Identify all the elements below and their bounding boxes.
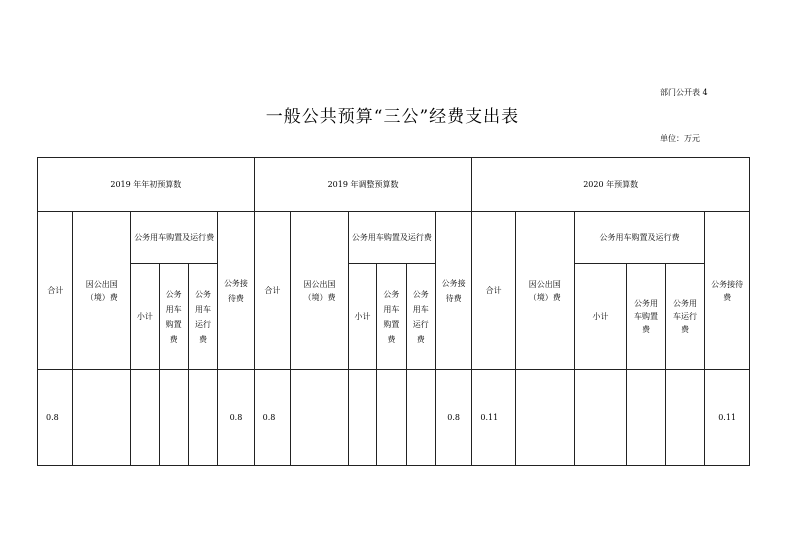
header-vehicle: 公务用车购置及运行费 xyxy=(574,212,705,264)
header-abroad-label: 因公出国（境）费 xyxy=(303,279,336,302)
header-purchase xyxy=(377,264,406,370)
header-vehicle xyxy=(348,212,435,264)
header-row-2 xyxy=(38,264,750,370)
cell-operation xyxy=(188,370,217,466)
cell-total: 0.8 xyxy=(254,370,290,466)
header-abroad xyxy=(291,212,349,370)
header-purchase-label: 公务用车购置费 xyxy=(165,289,182,344)
header-purchase-label: 公务用车购置费 xyxy=(634,299,659,334)
data-row xyxy=(38,370,750,466)
header-reception xyxy=(218,212,254,370)
header-vehicle xyxy=(131,212,218,264)
header-operation xyxy=(665,264,704,370)
header-abroad xyxy=(515,212,574,370)
header-operation-label: 公务用车运行费 xyxy=(195,289,212,344)
header-abroad-label: 因公出国（境）费 xyxy=(528,279,561,302)
cell-abroad xyxy=(515,370,574,466)
header-operation-label: 公务用车运行费 xyxy=(673,299,698,334)
header-subtotal: 小计 xyxy=(574,264,627,370)
header-reception-label: 公务接待费 xyxy=(441,278,466,303)
header-subtotal xyxy=(348,264,376,370)
unit-label: 单位：万元 xyxy=(660,134,700,143)
cell-operation xyxy=(665,370,704,466)
group-header-2019-initial: 2019 年年初预算数 xyxy=(38,158,255,212)
header-reception-label: 公务接待费 xyxy=(711,279,744,302)
cell-subtotal xyxy=(131,370,159,466)
header-vehicle-label: 公务用车购置及运行费 xyxy=(351,233,432,242)
header-subtotal-label: 小计 xyxy=(136,312,153,321)
cell-operation xyxy=(406,370,435,466)
group-header-2019-adjusted: 2019 年调整预算数 xyxy=(254,158,472,212)
cell-subtotal xyxy=(574,370,627,466)
cell-abroad xyxy=(291,370,349,466)
cell-reception: 0.11 xyxy=(705,370,750,466)
cell-purchase xyxy=(377,370,406,466)
page-title: 一般公共预算“三公”经费支出表 xyxy=(265,107,520,127)
header-operation xyxy=(406,264,435,370)
cell-abroad xyxy=(73,370,131,466)
cell-purchase xyxy=(159,370,188,466)
header-reception xyxy=(705,212,750,370)
cell-purchase xyxy=(627,370,665,466)
header-purchase-label: 公务用车购置费 xyxy=(383,289,400,344)
group-header-2020: 2020 年预算数 xyxy=(472,158,750,212)
group-header-row xyxy=(38,158,750,212)
cell-subtotal xyxy=(348,370,376,466)
header-reception xyxy=(435,212,471,370)
header-subtotal-label: 小计 xyxy=(354,312,371,321)
form-number: 部门公开表 4 xyxy=(660,88,708,97)
header-total: 合计 xyxy=(254,212,290,370)
header-purchase xyxy=(159,264,188,370)
header-reception-label: 公务接待费 xyxy=(223,278,248,303)
header-subtotal xyxy=(131,264,159,370)
header-vehicle-label: 公务用车购置及运行费 xyxy=(134,233,215,242)
header-total: 合计 xyxy=(472,212,516,370)
header-operation-label: 公务用车运行费 xyxy=(412,289,429,344)
cell-reception: 0.8 xyxy=(218,370,254,466)
header-abroad-label: 因公出国（境）费 xyxy=(85,279,118,302)
header-row-1 xyxy=(38,212,750,264)
cell-total: 0.11 xyxy=(472,370,516,466)
header-abroad xyxy=(73,212,131,370)
cell-total: 0.8 xyxy=(38,370,73,466)
cell-reception: 0.8 xyxy=(435,370,471,466)
header-total: 合计 xyxy=(38,212,73,370)
header-operation xyxy=(188,264,217,370)
header-purchase xyxy=(627,264,665,370)
budget-table xyxy=(37,157,750,466)
